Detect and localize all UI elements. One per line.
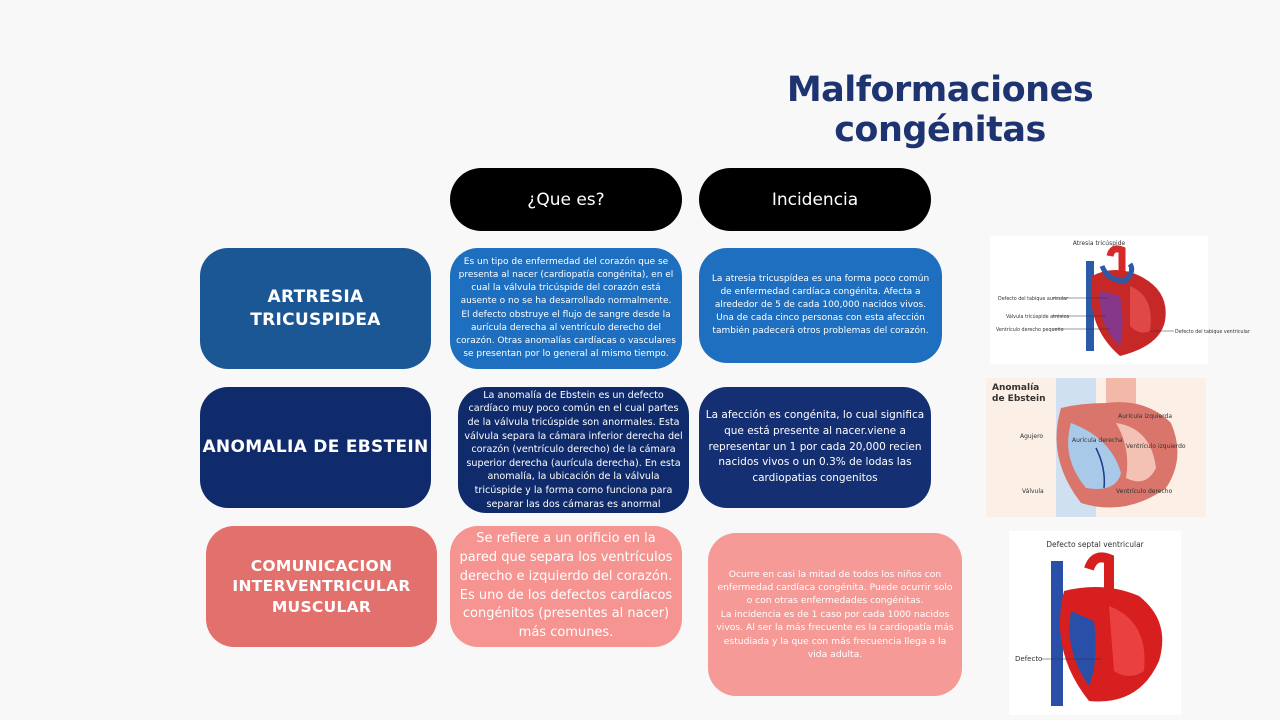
row3-que-es-text: Se refiere a un orificio en la pared que separa los ventrículos derecho e izquierdo del corazón. Es uno de los defectos cardíacos congénitos (presentes al nacer) más comunes. [459, 530, 673, 641]
row3-label-box [206, 526, 437, 647]
vsd-label-1: Defecto [1015, 655, 1043, 663]
ebstein-image-title-2: de Ebstein [992, 394, 1046, 404]
atresia-label-4: Defecto del tabique ventricular [1175, 330, 1250, 335]
row2-label-box [200, 387, 431, 508]
ebstein-heart-illustration [986, 378, 1206, 517]
ebstein-label-2: Agujero [1020, 433, 1044, 440]
atresia-image-title: Atresia tricúspide [1072, 240, 1126, 247]
page-title: Malformaciones congénitas [786, 70, 1094, 150]
row2-incidencia-text: La afección es congénita, lo cual significa que está presente al nacer.viene a representar un 1 por cada 20,000 recien nacidos vivos o un 0.3% de lodas las cardiopatias congenitos [705, 409, 925, 485]
row2-que-es-box [458, 387, 689, 513]
row3-que-es-box [450, 526, 682, 647]
header-incidencia-label: Incidencia [771, 189, 859, 210]
atresia-heart-illustration [990, 236, 1250, 364]
row3-incidencia-text-1: Ocurre en casi la mitad de todos los niños con enfermedad cardíaca congénita. Puede ocurrir solo o con otras enfermedades congénitas. [717, 568, 953, 607]
row1-label: ARTRESIA TRICUSPIDEA [250, 287, 381, 330]
ebstein-label-5: Válvula [1022, 488, 1044, 495]
row1-que-es-box [450, 248, 682, 369]
row3-label: COMUNICACION INTERVENTRICULAR MUSCULAR [232, 557, 411, 616]
ebstein-label-1: Aurícula izquierda [1118, 413, 1173, 420]
header-que-es-label: ¿Que es? [527, 189, 605, 210]
vsd-image-title: Defecto septal ventricular [1046, 540, 1144, 549]
row1-incidencia-box [699, 248, 942, 363]
ebstein-image-title-1: Anomalía [992, 383, 1040, 393]
row3-incidencia-text-2: La incidencia es de 1 caso por cada 1000 nacidos vivos. Al ser la más frecuente es la cardiopatía más estudiada y la que con más frecuencia llega a la vida adulta. [716, 608, 954, 660]
row1-label-box [200, 248, 431, 369]
row2-que-es-text: La anomalía de Ebstein es un defecto cardíaco muy poco común en el cual partes de la válvula tricúspide son anormales. Esta válvula separa la cámara inferior derecha del corazón (ventrículo derecho) de la cámara superior derecha (aurícula derecha). En esta anomalía, la ubicación de la válvula tricúspide y la forma como funciona para separar las dos cámaras es anormal [464, 389, 683, 510]
atresia-label-3: Ventrículo derecho pequeño [996, 328, 1064, 333]
atresia-label-1: Defecto del tabique auricular [998, 297, 1069, 302]
row2-label: ANOMALIA DE EBSTEIN [202, 437, 429, 458]
row2-incidencia-box [699, 387, 931, 508]
atresia-label-2: Válvula tricúspide atrésica [1006, 315, 1070, 320]
row1-incidencia-text: La atresia tricuspídea es una forma poco común de enfermedad cardíaca congénita. Afecta a alrededor de 5 de cada 100,000 nacidos vivos. Una de cada cinco personas con esta afección también padecerá otros problemas del corazón. [711, 273, 930, 337]
header-que-es [450, 168, 682, 231]
row3-incidencia-box [708, 533, 962, 696]
ebstein-label-4: Ventrículo izquierdo [1126, 443, 1186, 450]
row1-que-es-text: Es un tipo de enfermedad del corazón que se presenta al nacer (cardiopatía congénita), en el cual la válvula tricúspide del corazón está ausente o no se ha desarrollado normalmente. El defecto obstruye el flujo de sangre desde la aurícula derecha al ventrículo derecho del corazón. Otras anomalías cardíacas o vasculares se presentan por lo general al mismo tiempo. [456, 257, 676, 359]
vsd-heart-illustration [1009, 531, 1181, 715]
ebstein-label-6: Ventrículo derecho [1116, 488, 1173, 495]
header-incidencia [699, 168, 931, 231]
ebstein-label-3: Aurícula derecha [1072, 437, 1123, 444]
